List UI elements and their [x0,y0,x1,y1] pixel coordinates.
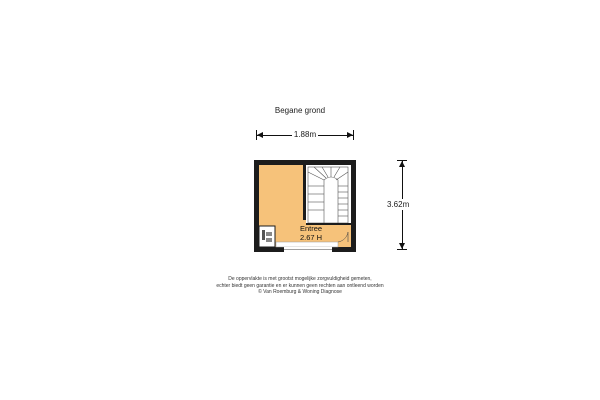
meter-icon [266,232,272,236]
disclaimer [0,276,600,296]
floor-title: Begane grond [274,106,326,115]
height-label: 3.62m [387,200,410,209]
disclaimer-line-2: echter biedt geen garantie en er kunnen geen rechten aan ontleend worden [216,282,384,289]
entrance-step [276,242,338,247]
height-tick-bottom [397,249,407,250]
disclaimer-line-1: De oppervlakte is met grootst mogelijke zorgvuldigheid gemeten, [228,276,372,282]
partition-wall [303,165,306,220]
width-dimension [256,129,354,141]
meter-icon [266,238,272,242]
arrow-up-icon [399,161,405,167]
meter-icon [262,230,265,240]
room-name: Entree [299,224,323,233]
room-ceiling-height: 2.67 H [299,233,323,242]
arrow-down-icon [399,243,405,249]
disclaimer-line-3: © Van Roemburg & Woning Diagnose [258,289,342,296]
width-label: 1.88m [293,130,317,139]
width-label-wrap [256,129,354,141]
meter-cupboard [259,226,275,247]
room-label [286,224,336,242]
